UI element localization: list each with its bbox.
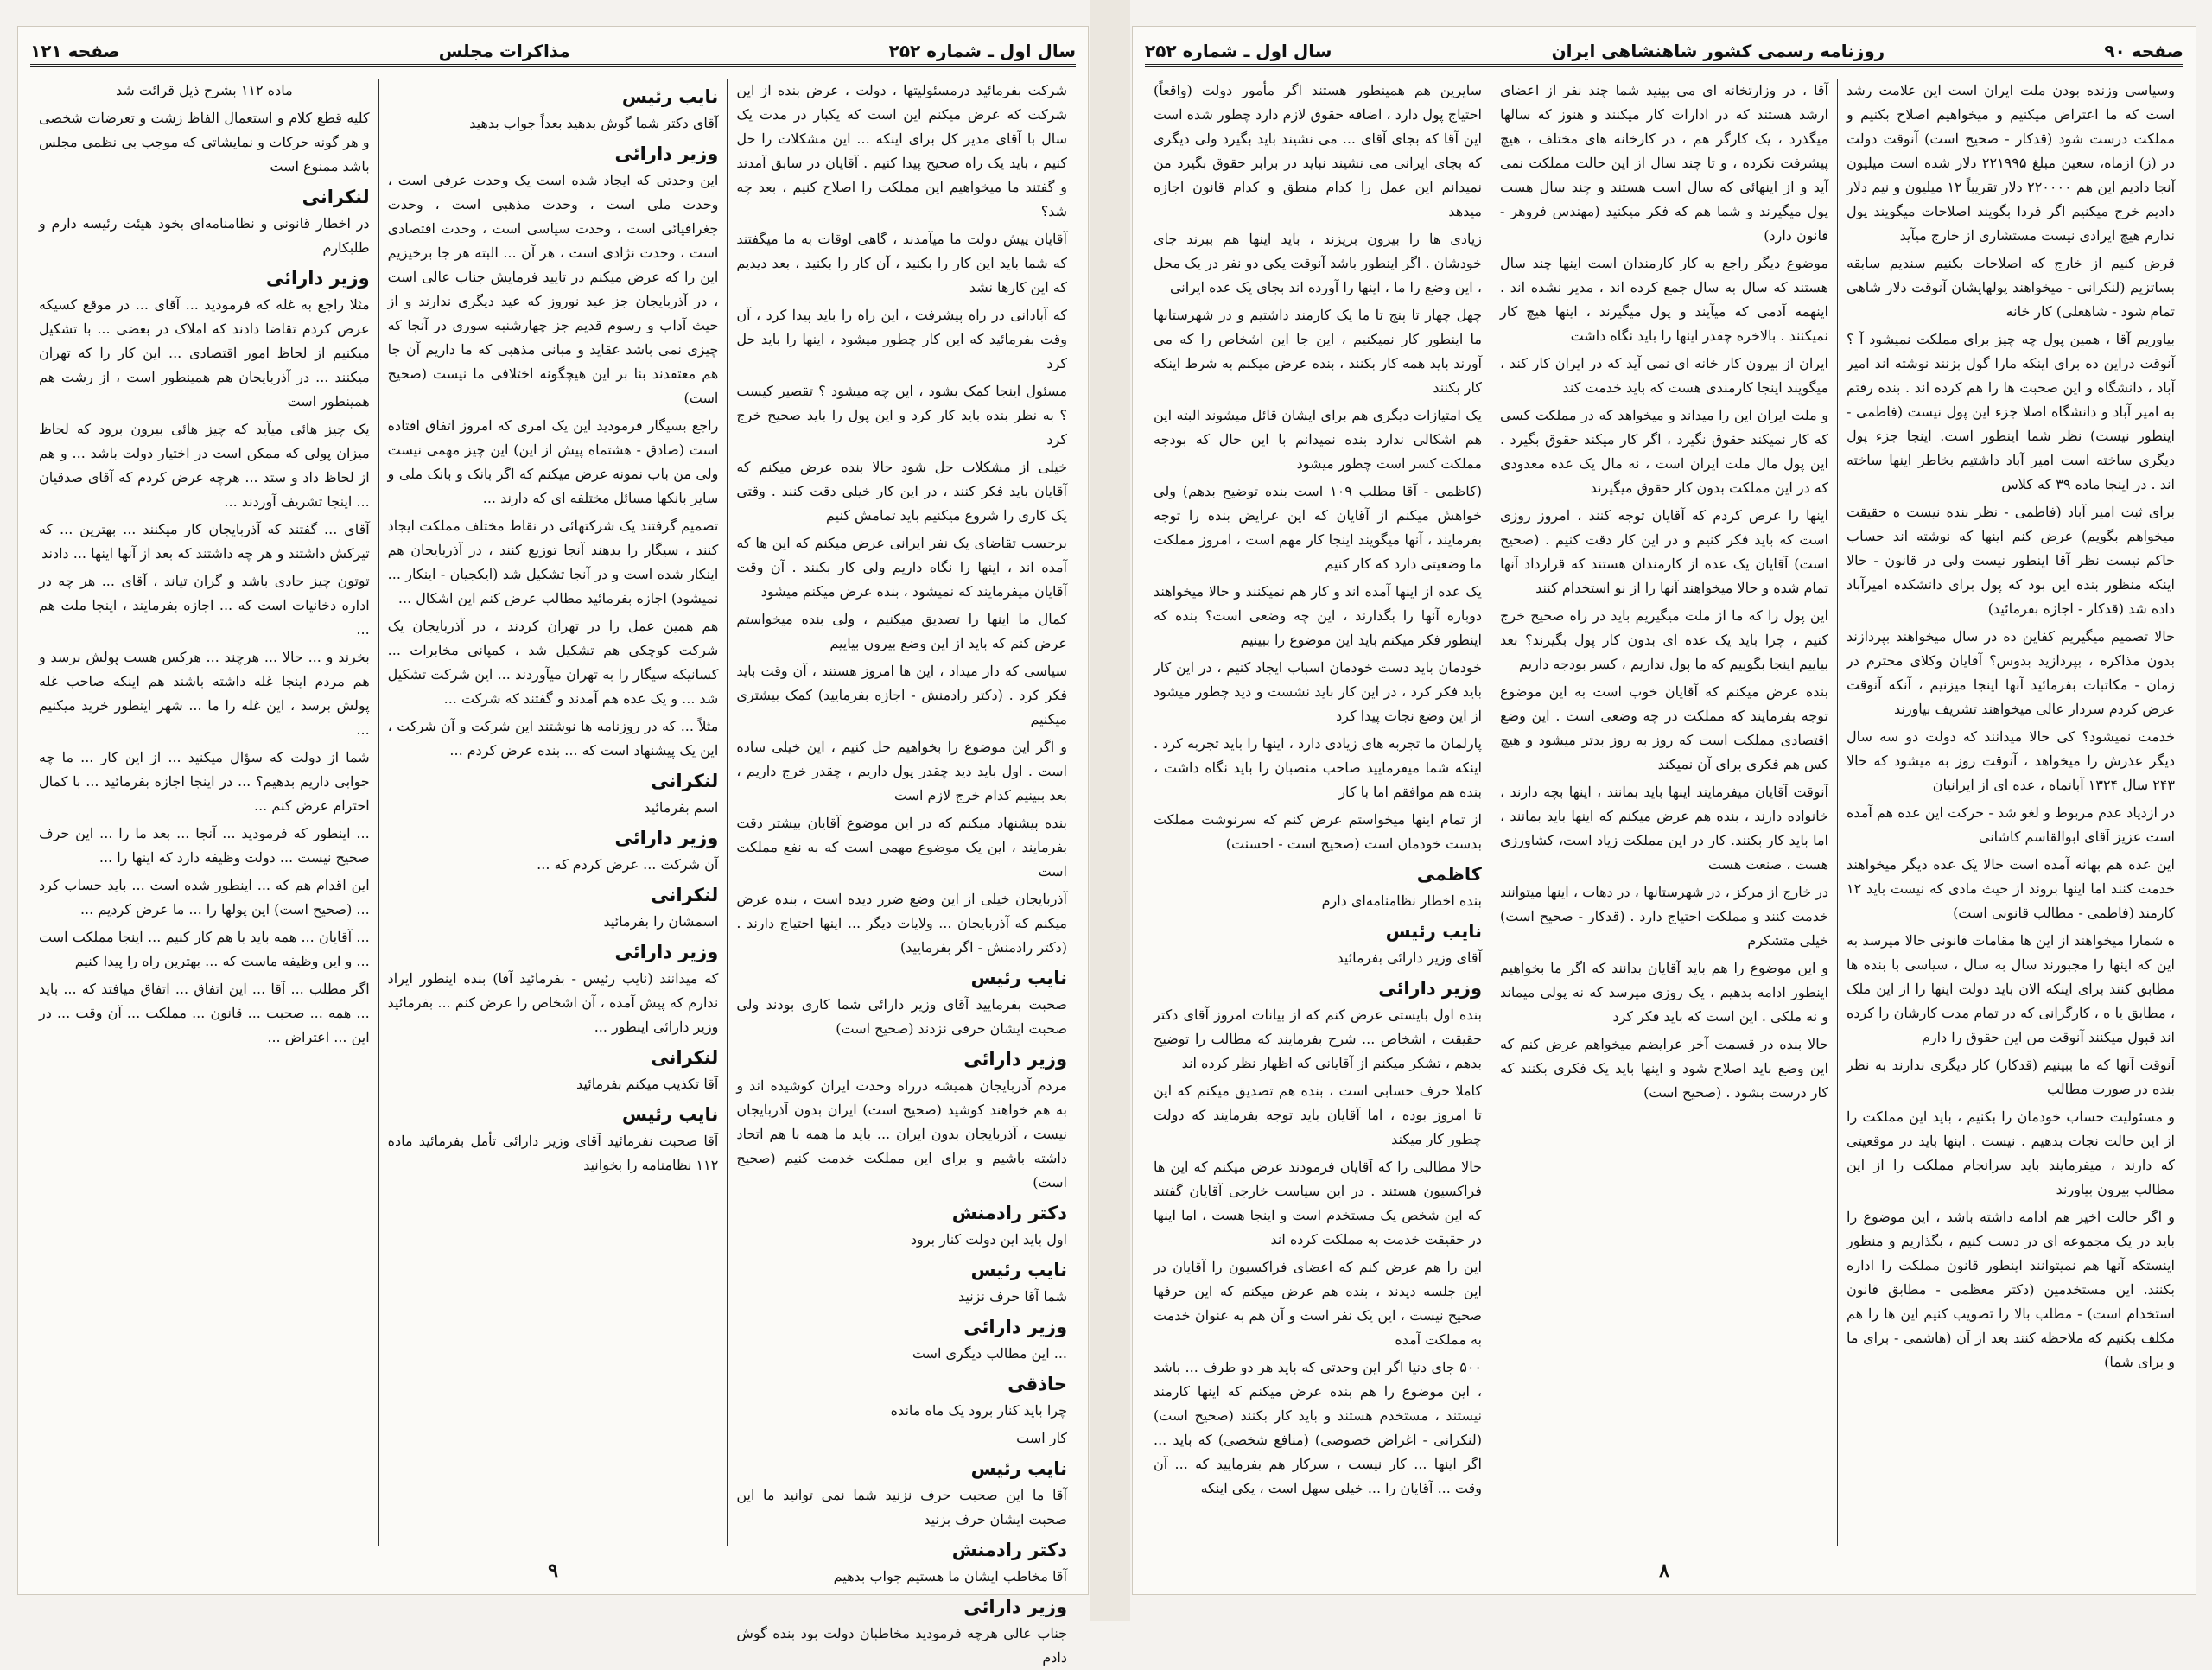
paragraph: جناب عالی هرچه فرمودید مخاطبان دولت بود بنده گوش دادم xyxy=(736,1625,1067,1666)
paragraph: در ازدیاد عدم مربوط و لغو شد - حرکت این عده هم آمده است عزیز آقای ابوالقاسم کاشانی xyxy=(1847,804,2175,845)
paragraph: بنده پیشنهاد میکنم که در این موضوع آقایان بیشتر دقت بفرمایند ، این یک موضوع مهمی است که به نفع مملکت است xyxy=(736,815,1067,879)
paragraph: آقا مخاطب ایشان ما هستیم جواب بدهیم xyxy=(833,1568,1067,1584)
speaker-name: لنکرانی xyxy=(651,771,719,791)
right-header-issue: سال اول ـ شماره ۲۵۲ xyxy=(1145,40,1332,61)
paragraph: آقای وزیر دارائی بفرمائید xyxy=(1337,949,1482,966)
paragraph: یک چیز هائی میآید که چیز هائی بیرون برود که لحاظ میزان پولی که ممکن است در اختیار دولت باشد ... و هم از لحاظ داد و ستد ... هرچه عرض کردم که آقای صدقیان ... اینجا تشریف آوردند ... xyxy=(38,421,370,510)
speaker-name: وزیر دارائی xyxy=(265,268,370,289)
speaker-name: وزیر دارائی xyxy=(963,1317,1067,1337)
speaker-name: نایب رئیس xyxy=(621,86,719,107)
paragraph: هم همین عمل را در تهران کردند ، در آذربایجان یک شرکت کوچکی هم تشکیل شد ، کمپانی مخابرات ... کسانیکه سیگار را به تهران میآوردند ... این شرکت تشکیل شد ... و یک عده هم آمدند و گفتند که شرکت ... xyxy=(387,618,719,707)
paragraph: و اگر حالت اخیر هم ادامه داشته باشد ، این موضوع را باید در یک مجموعه ای در دست کنیم ، بگذاریم و منظور اینستکه آنها هم نمیتوانند اینطور قانون مملکت را اداره بکنند. این مستخدمین (دکتر معظمی - مطابق قانون استخدام است) - مطلب بالا را تصویب کنیم این ها را هم مکلف بکنیم که ملاحظه کنند بعد از آن (هاشمی - برای ما و برای شما) xyxy=(1847,1209,2175,1370)
paragraph: بنده عرض میکنم که آقایان خوب است به این موضوع توجه بفرمایند که مملکت در چه وضعی است . این وضع اقتصادی مملکت است که روز به روز بدتر میشود و هیچ کس هم فکری برای آن نمیکند xyxy=(1500,683,1828,772)
speaker-name: نایب رئیس xyxy=(970,1458,1067,1479)
speaker-name: دکتر رادمنش xyxy=(951,1203,1067,1223)
left-col-2 xyxy=(378,79,728,1546)
paragraph: آقا ، در وزارتخانه ای می بینید شما چند نفر از اعضای ارشد هستند که در ادارات کار میکنند و هنوز که سالها میگذرد ، یک کارگر هم ، در کارخانه های مختلف ، هیچ پیشرفت نکرده ، و تا چند سال از این حالت مملکت نمی آید و از اینهائی که سال است هستند و چند سال هست پول میگیرند و شما هم که فکر میکنید (مهندس فروهر - قانون دارد) xyxy=(1500,82,1829,244)
speaker-name: وزیر دارائی xyxy=(963,1049,1067,1070)
speaker-name: دکتر رادمنش xyxy=(951,1540,1067,1560)
paragraph: ... آقایان ... همه باید با هم کار کنیم ... اینجا مملکت است ... و این وظیفه ماست که ... بهترین راه را پیدا کنیم xyxy=(38,929,370,969)
right-col-3 xyxy=(1145,79,1491,1546)
paragraph: (کاظمی - آقا مطلب ۱۰۹ است بنده توضیح بدهم) ولی خواهش میکنم از آقایان که این عرایض بنده را توجه بفرمایند ، آنها میگویند اینجا کار مهم است ، امروز مملکت ما وضعیتی دارد که کار کنیم xyxy=(1154,483,1482,572)
left-header-issue: سال اول ـ شماره ۲۵۲ xyxy=(888,40,1076,61)
paragraph: چرا باید کنار برود یک ماه مانده xyxy=(890,1402,1067,1419)
speaker-name: وزیر دارائی xyxy=(1378,978,1482,999)
paragraph: حالا بنده در قسمت آخر عرایضم میخواهم عرض کنم که این وضع باید اصلاح شود و اینها باید یک فکری بکنند که کار درست بشود . (صحیح است) xyxy=(1500,1036,1828,1101)
right-header-paper: روزنامه رسمی کشور شاهنشاهی ایران xyxy=(1551,40,1885,61)
paragraph: مردم آذربایجان همیشه درراه وحدت ایران کوشیده اند و به هم خواهند کوشید (صحیح است) ایران بدون آذربایجان نیست ، آذربایجان بدون ایران ... باید ما همه با هم اتحاد داشته باشیم و برای این مملکت خدمت کنیم (صحیح است) xyxy=(736,1077,1067,1191)
paragraph: مثلاً ... که در روزنامه ها نوشتند این شرکت و آن شرکت ، این یک پیشنهاد است که ... بنده عرض کردم ... xyxy=(387,718,719,759)
paragraph: بیاوریم آقا ، همین پول چه چیز برای مملکت نمیشود آ ؟ آنوقت دراین ده برای اینکه مارا گول بزنند نوشته اند امیر آباد ، دانشگاه و این صحبت ها را هم کرده اند . بنده رفتم به امیر آباد و دانشگاه اصلا جزء این پول نیست (فاطمی - اینطور نیست) نظر شما اینطور است. اینجا جزء پول دیگری ساخته است امیر آباد داشتیم بخاطر اینها ساخته اند . در اینجا ماده ۳۹ که کلاس xyxy=(1847,331,2175,492)
left-col-1 xyxy=(727,79,1076,1666)
paragraph: وسیاسی وزنده بودن ملت ایران است این علامت رشد است که ما اعتراض میکنیم و میخواهیم اصلاح بکنیم و مملکت درست شود (قدکار - صحیح است) آنوقت دولت در (ز) ازماه، سعین مبلغ ۲۲۱۹۹۵ دلار شده است میلیون آنجا دادیم این هم ۲۲۰۰۰۰ دلار تقریباً ۱۲ میلیون و نیم دلار دادیم خرج میکنیم اگر فردا بگویند اصلاحات میگویند پول ندارم هیچ ایرادی نیست مستشاری از خارج میآید xyxy=(1847,82,2176,244)
paragraph: اسمشان را بفرمائید xyxy=(603,913,719,930)
right-col-1 xyxy=(1837,79,2183,1546)
right-page-header xyxy=(1145,37,2183,67)
paragraph: این اقدام هم که ... اینطور شده است ... باید حساب کرد ... (صحیح است) این پولها را ... ما عرض کردیم ... xyxy=(38,877,370,918)
paragraph: برحسب تقاضای یک نفر ایرانی عرض میکنم که این ها که آمده اند ، اینها را نگاه داریم ولی کار بکنند . آن وقت آقایان میفرمایند که نمیشود ، بنده عرض میکنم میشود xyxy=(736,535,1067,600)
paragraph: مسئول اینجا کمک بشود ، این چه میشود ؟ تقصیر کیست ؟ به نظر بنده باید کار کرد و این پول را باید صحیح خرج کرد xyxy=(736,383,1067,448)
speaker-name: حاذقی xyxy=(1007,1374,1067,1394)
paragraph: ... اینطور که فرمودید ... آنجا ... بعد ما را ... این حرف صحیح نیست ... دولت وظیفه دارد که اینها را ... xyxy=(38,825,370,866)
paragraph: این وحدتی که ایجاد شده است یک وحدت عرفی است ، وحدت ملی است ، وحدت مذهبی است ، وحدت جغرافیائی است ، وحدت سیاسی است ، وحدت اقتصادی است ، وحدت نژادی است ، هر آن ... البته هر جا برخیزیم این را که عرض میکنم در تایید فرمایش جناب عالی است ، در آذربایجان جز عید نوروز که عید دیگری ندارند و از حیث آداب و رسوم قدیم جز چهارشنبه سوری در آنجا که چیزی نمی باشد عقاید و مبانی مذهبی که ما داریم آن جا هم معتقدند بنا بر این هیچگونه اختلافی ما نیست (صحیح است) xyxy=(387,172,719,406)
right-page-number: ۸ xyxy=(1659,1559,1669,1582)
speaker-name: وزیر دارائی xyxy=(614,143,719,164)
paragraph: ماده ۱۱۲ بشرح ذیل قرائت شد xyxy=(116,82,293,98)
paragraph: توتون چیز حادی باشد و گران تیاند ، آقای ... هر چه در اداره دخانیات است که ... اجازه بفرمایند ، اینجا ملت هم ... xyxy=(38,573,370,638)
paragraph: و این موضوع را هم باید آقایان بدانند که اگر ما بخواهیم اینطور ادامه بدهیم ، یک روزی میرسد که نه پولی میماند و نه ملکی . این است که باید فکر کرد xyxy=(1500,960,1828,1025)
paragraph: و اگر این موضوع را بخواهیم حل کنیم ، این خیلی ساده است . اول باید دید چقدر پول داریم ، چقدر خرج داریم ، بعد ببینیم کدام خرج لازم است xyxy=(736,739,1067,803)
left-page-header xyxy=(30,37,1076,67)
paragraph: آقای دکتر شما گوش بدهید بعداً جواب بدهید xyxy=(469,115,719,131)
paragraph: برای ثبت امیر آباد (فاطمی - نظر بنده نیست ه حقیقت میخواهم بگویم) عرض کنم اینها که نوشته اند حساب حاکم نیست نظر آقا اینطور نیست ولی در قانون - حالا اینکه منظور بنده این بود که پول برای دانشکده امیرآباد داده شد (قدکار - اجازه بفرمائید) xyxy=(1847,504,2175,617)
paragraph: بنده اخطار نظامنامه‌ای دارم xyxy=(1321,892,1482,909)
paragraph: زیادی ها را بیرون بریزند ، باید اینها هم ببرند جای خودشان . اگر اینطور باشد آنوقت یکی دو نفر در یک محل ، این وضع را ما ، اینها را آورده اند بجای یک عده ایرانی xyxy=(1154,231,1482,295)
speaker-name: وزیر دارائی xyxy=(963,1597,1067,1617)
paragraph: که میدانند (نایب رئیس - بفرمائید آقا) بنده اینطور ایراد ندارم که پیش آمده ، آن اشخاص را عرض کنم ... بفرمائید وزیر دارائی اینطور ... xyxy=(387,970,719,1035)
paragraph: ... این مطالب دیگری است xyxy=(912,1345,1067,1362)
paragraph: آنوقت آقایان میفرمایند اینها باید بمانند ، اینها بچه دارند ، خانواده دارند ، بنده هم عرض میکنم که اینها باید بمانند ، اما باید کار بکنند. کار در این مملکت زیاد است، کشاورزی هست ، صنعت هست xyxy=(1500,784,1828,873)
paragraph: بخرند و ... حالا ... هرچند ... هرکس هست پولش برسد و هم مردم اینجا غله داشته باشند هم اینکه صاحب غله پولش برسد ، این غله را ما ... شهر اینطور خرید میکنیم ... xyxy=(38,649,370,738)
left-header-page-no: صفحه ۱۲۱ xyxy=(30,40,120,61)
speaker-name: لنکرانی xyxy=(651,1047,719,1068)
paragraph: آن شرکت ... عرض کردم که ... xyxy=(537,856,719,873)
paragraph: چهل چهار تا پنج تا ما یک کارمند داشتیم و در شهرستانها ما اینطور کار نمیکنیم ، این جا این اشخاص را که می آورند باید همه کار بکنند ، بنده عرض میکنم به شرط اینکه کار بکنند xyxy=(1154,307,1482,396)
paragraph: ه شمارا میخواهند از این ها مقامات قانونی حالا میرسد به این که اینها را مجبورند سال به سال ، سیاسی با بنده ها مطابق کنند برای اینکه الان باید دولت اینها را از این ملک ، مطابق یا ه ، کارگرانی که در تمام مدت کارشان را کرده اند قبول میکنند آنوقت من این حقوق را دارم xyxy=(1847,932,2175,1045)
paragraph: آقا صحبت نفرمائید آقای وزیر دارائی تأمل بفرمائید ماده ۱۱۲ نظامنامه را بخوانید xyxy=(387,1133,719,1173)
speaker-name: وزیر دارائی xyxy=(614,942,719,962)
left-col-3 xyxy=(30,79,378,1546)
right-col-2 xyxy=(1491,79,1837,1546)
paragraph: کلیه قطع کلام و استعمال الفاظ زشت و تعرضات شخصی و هر گونه حرکات و نمایشاتی که موجب بی نظمی مجلس باشد ممنوع است xyxy=(38,110,370,175)
paragraph: تصمیم گرفتند یک شرکتهائی در نقاط مختلف مملکت ایجاد کنند ، سیگار را بدهند آنجا توزیع کنند ، در آذربایجان هم اینکار شده است و در آنجا تشکیل شد (ایکجیان - اینکار ... نمیشود) اجازه بفرمائید مطالب عرض کنم این اشکال ... xyxy=(387,518,719,606)
speaker-name: نایب رئیس xyxy=(1385,921,1482,942)
paragraph: پارلمان ما تجربه های زیادی دارد ، اینها را باید تجربه کرد . اینکه شما میفرمایید صاحب منصبان را باید نگاه داشت ، بنده هم موافقم اما با کار xyxy=(1154,735,1482,800)
paragraph: و ملت ایران این را میداند و میخواهد که در مملکت کسی که کار نمیکند حقوق نگیرد ، اگر کار میکند حقوق بگیرد . این پول مال ملت ایران است ، نه مال یک عده معدودی که در این مملکت بدون کار حقوق میگیرند xyxy=(1500,407,1829,496)
paragraph: حالا مطالبی را که آقایان فرمودند عرض میکنم که این ها فراکسیون هستند . در این سیاست خارجی آقایان گفتند که این شخص یک مستخدم است و اینجا هست ، اما اینها در حقیقت خدمت به مملکت کرده اند xyxy=(1154,1159,1482,1248)
paragraph: کاملا حرف حسابی است ، بنده هم تصدیق میکنم که این تا امروز بوده ، اما آقایان باید توجه بفرمایند که دولت چطور کار میکند xyxy=(1154,1083,1482,1147)
paragraph: ایران از بیرون کار خانه ای نمی آید که در ایران کار کند ، میگویند اینجا کارمندی هست که باید خدمت کند xyxy=(1500,355,1828,396)
paragraph: موضوع دیگر راجع به کار کارمندان است اینها چند سال هستند که سال به سال جمع کرده اند ، مدیر نشده اند . اینهمه آدمی که میآیند و پول میگیرند ، اینها هیچ کار نمیکنند . بالاخره چقدر اینها را باید نگاه داشت xyxy=(1500,255,1828,344)
paragraph: ۵۰۰ جای دنیا اگر این وحدتی که باید هر دو طرف ... باشد ، این موضوع را هم بنده عرض میکنم که اینها کارمند نیستند ، مستخدم هستند و باید کار بکنند (صحیح است) (لنکرانی - اغراض خصوصی) (منافع شخصی) که باید ... اگر اینها ... کار نیست ، سرکار هم بفرمایید که ... آن وقت ... آقایان را ... خیلی سهل است ، یکی اینکه xyxy=(1154,1359,1482,1496)
paragraph: آقای ... گفتند که آذربایجان کار میکنند ... بهترین ... که تیرکش داشتند و هر چه داشتند که بعد از آنها اینها ... دادند xyxy=(38,521,370,562)
left-page xyxy=(17,26,1089,1666)
paragraph: کمال ما اینها را تصدیق میکنیم ، ولی بنده میخواستم عرض کنم که باید از این وضع بیرون بیاییم xyxy=(736,611,1068,651)
paragraph: اینها را عرض کردم که آقایان توجه کنند ، امروز روزی است که باید فکر کنیم و در این کار دقت کنیم . (صحیح است) آقایان یک عده از کارمندان هستند که قرارداد آنها تمام شده و حالا میخواهند آنها را از نو استخدام کنند xyxy=(1500,507,1828,596)
paragraph: در اخطار قانونی و نظامنامه‌ای بخود هیئت رئیسه دارم و طلبکارم xyxy=(38,215,370,256)
paragraph: بنده اول بایستی عرض کنم که از بیانات امروز آقای دکتر حقیقت ، اشخاص ... شرح بفرمایند که مطالب را توضیح بدهم ، تشکر میکنم از آقایانی که اظهار نظر کرده اند xyxy=(1154,1006,1482,1071)
speaker-name: کاظمی xyxy=(1416,864,1482,885)
paragraph: یک عده از اینها آمده اند و کار هم نمیکنند و حالا میخواهند دوباره آنها را بگذارند ، این چه وضعی است؟ بنده که اینطور فکر میکنم باید این موضوع را ببینیم xyxy=(1154,583,1482,648)
paragraph: قرض کنیم از خارج که اصلاحات بکنیم سندیم سابقه بساتزیم (لنکرانی - میخواهند پولهایشان آنوقت دلار شاهی تمام شود - شاهعلی) کار خانه xyxy=(1847,255,2175,320)
speaker-name: نایب رئیس xyxy=(621,1104,719,1125)
paragraph: از تمام اینها میخواستم عرض کنم که سرنوشت مملکت بدست خودمان است (صحیح است - احسنت) xyxy=(1154,811,1482,852)
speaker-name: وزیر دارائی xyxy=(614,828,719,848)
paragraph: صحبت بفرمایید آقای وزیر دارائی شما کاری بودند ولی صحبت ایشان حرفی نزدند (صحیح است) xyxy=(736,996,1067,1037)
paragraph: حالا تصمیم میگیریم کفاین ده در سال میخواهند بپردازند بدون مذاکره ، بپردازید بدوس؟ آقایان وکلای محترم در زمان - مکاتبات بفرمائید آنها اینجا میزنیم ، آنکه آنوقت عرض کردم سردار عالی میخواهند تشریف بیاورند xyxy=(1847,628,2175,717)
paragraph: در خارج از مرکز ، در شهرستانها ، در دهات ، اینها میتوانند خدمت کنند و مملکت احتیاج دارد . (قدکار - صحیح است) خیلی متشکرم xyxy=(1500,884,1828,949)
paragraph: این پول را که ما از ملت میگیریم باید در راه صحیح خرج کنیم ، چرا باید یک عده ای بدون کار پول بگیرند؟ بعد بیاییم اینجا بگوییم که ما پول نداریم ، کسر بودجه داریم xyxy=(1500,607,1828,672)
paragraph: آذربایجان خیلی از این وضع ضرر دیده است ، بنده عرض میکنم که آذربایجان ... ولایات دیگر ... اینها احتیاج دارند . (دکتر رادمنش - اگر بفرمایید) xyxy=(736,891,1067,956)
paragraph: که آبادانی در راه پیشرفت ، این راه را باید پیدا کرد ، آن وقت بفرمائید که این کار چطور میشود ، اینها را باید حل کرد xyxy=(736,307,1067,371)
speaker-name: لنکرانی xyxy=(302,187,370,207)
paragraph: خدمت نمیشود؟ کی حالا میدانند که دولت دو سه سال دیگر عذرش را میخواهد ، آنوقت روز به میشود که حالا ۲۴۳ سال ۱۳۲۴ آبانماه ، عده ای از ایرانیان xyxy=(1847,728,2175,793)
paragraph: و مسئولیت حساب خودمان را بکنیم ، باید این مملکت را از این حالت نجات بدهیم . نیست . اینها باید در موقعیتی که دارند ، میفرمایند باید سرانجام مملکت را از این مطالب بیرون بیاورند xyxy=(1847,1108,2175,1197)
paragraph: کار است xyxy=(1016,1430,1067,1446)
paragraph: آنوقت آنها که ما ببینیم (قدکار) کار دیگری ندارند به نظر بنده در صورت مطالب xyxy=(1847,1057,2175,1097)
right-page-columns xyxy=(1145,79,2183,1546)
paragraph: شما از دولت که سؤال میکنید ... از این کار ... ما چه جوابی داریم بدهیم؟ ... در اینجا اجازه بفرمائید ... با کمال احترام عرض کنم ... xyxy=(38,749,370,814)
paragraph: مثلا راجع به غله که فرمودید ... آقای ... در موقع کسیکه عرض کردم تقاضا دادند که املاک در بعضی ... با تشکیل میکنیم از لحاظ امور اقتصادی ... این کار را که تهران میکنند ... در آذربایجان هم همینطور است ، از رشت هم همینطور است xyxy=(38,296,370,410)
paragraph: آقایان پیش دولت ما میآمدند ، گاهی اوقات به ما میگفتند که شما باید این کار را بکنید ، آن کار را بکنید ، بعد دیدیم که این کارها نشد xyxy=(736,231,1067,295)
left-header-title: مذاکرات مجلس xyxy=(438,40,570,61)
paragraph: یک امتیازات دیگری هم برای ایشان قائل میشوند البته این هم اشکالی ندارد بنده نمیدانم با این حال که بودجه مملکت کسر است چطور میشود xyxy=(1154,407,1482,472)
paragraph: اگر مطلب ... آقا ... این اتفاق ... اتفاق میافتد که ... باید ... همه ... صحبت ... قانون ... مملکت ... آن وقت ... در این ... اعتراض ... xyxy=(38,981,370,1045)
paragraph: راجع بسیگار فرمودید این یک امری که امروز اتفاق افتاده است (صادق - هشتماه پیش از این) این چیز مهمی نیست ولی من باب نمونه عرض میکنم که اگر بانک و بانک ملی و سایر بانکها مسائل مختلفه ای که دارند ... xyxy=(387,417,719,506)
right-header-page-no: صفحه ۹۰ xyxy=(2104,40,2183,61)
paragraph: خیلی از مشکلات حل شود حالا بنده عرض میکنم که آقایان باید فکر کنند ، در این کار خیلی دقت کنند . وقتی یک کاری را شروع میکنیم باید تمامش کنیم xyxy=(736,459,1067,524)
speaker-name: نایب رئیس xyxy=(970,968,1067,988)
left-page-number: ۹ xyxy=(548,1559,558,1582)
paragraph: این عده هم بهانه آمده است حالا یک عده دیگر میخواهند خدمت کنند اما اینها بروند از حیث مادی که نیست باید ۱۲ کارمند (فاطمی - مطالب قانونی است) xyxy=(1847,856,2175,921)
paragraph: سیاسی که دار میداد ، این ها امروز هستند ، آن وقت باید فکر کرد . (دکتر رادمنش - اجازه بفرمایید) کمک بیشتری میکنیم xyxy=(736,663,1067,727)
speaker-name: نایب رئیس xyxy=(970,1260,1067,1280)
paragraph: آقا تکذیب میکنم بفرمائید xyxy=(576,1076,719,1092)
right-page xyxy=(1132,26,2196,1595)
binding-gutter xyxy=(1090,0,1130,1621)
paragraph: شما آقا حرف نزنید xyxy=(957,1288,1067,1305)
paragraph: اول باید این دولت کنار برود xyxy=(910,1231,1067,1248)
paragraph: شرکت بفرمائید درمسئولیتها ، دولت ، عرض بنده از این شرکت که عرض میکنم این است که یکبار در مدت یک سال با آقای مدیر کل برای اینکه ... این مشکلات را حل کنیم ، باید یک راه صحیح پیدا کنیم . آقایان در سابق آمدند و گفتند ما میخواهیم این مملکت را اصلاح کنیم ، بعد چه شد؟ xyxy=(736,82,1067,219)
paragraph: آقا ما این صحبت حرف نزنید شما نمی توانید ما این صحبت ایشان حرف بزنید xyxy=(736,1487,1067,1527)
paragraph: سایرین هم همینطور هستند اگر مأمور دولت (واقعاً) احتیاج پول دارد ، اضافه حقوق لازم دارد چطور شده است این آقا که بجای آقای ... می نشیند باید بگیرد ولی دیگری که بجای ایرانی می نشیند نباید در برابر حقوق بگیرد من نمیدانم این عمل را کدام منطق و کدام قانون اجازه میدهد xyxy=(1154,82,1483,219)
paragraph: این را هم عرض کنم که اعضای فراکسیون را آقایان در این جلسه دیدند ، بنده هم عرض میکنم که این حرفها صحیح نیست ، این یک نفر است و آن هم به عنوان خدمت به مملکت آمده xyxy=(1154,1259,1482,1348)
paragraph: خودمان باید دست خودمان اسباب ایجاد کنیم ، در این کار باید فکر کرد ، در این کار باید نشست و دید چطور میشود از این وضع نجات پیدا کرد xyxy=(1154,659,1482,724)
left-page-columns xyxy=(30,79,1076,1666)
paragraph: اسم بفرمائید xyxy=(644,799,719,816)
speaker-name: لنکرانی xyxy=(651,885,719,905)
